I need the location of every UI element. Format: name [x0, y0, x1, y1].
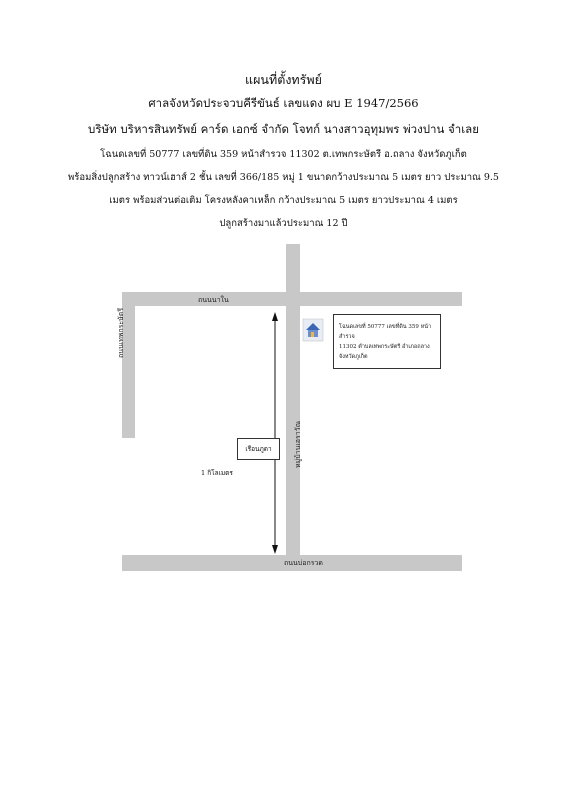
distance-arrow	[272, 312, 278, 554]
distance-label: 1 กิโลเมตร	[201, 469, 233, 477]
property-line-1: โฉนดเลขที่ 50777 เลขที่ดิน 359 หน้าสำรวจ	[339, 324, 432, 340]
road-vertical	[286, 244, 300, 560]
road-top	[122, 292, 462, 306]
deed-line: โฉนดเลขที่ 50777 เลขที่ดิน 359 หน้าสำรวจ 11302 ต.เทพกระษัตรี อ.ถลาง จังหวัดภูเก็ต	[100, 149, 467, 160]
road-top-label: ถนนนาใน	[198, 296, 229, 304]
road-left-label: ถนนเทพกระษัตรี	[117, 307, 125, 358]
age-line: ปลูกสร้างมาแล้วประมาณ 12 ปี	[219, 218, 348, 229]
parties-line: บริษัท บริหารสินทรัพย์ คาร์ด เอกซ์ จำกัด โจทก์ นางสาวอุทุมพร พ่วงปาน จำเลย	[88, 122, 479, 136]
size-line: เมตร พร้อมส่วนต่อเติม โครงหลังคาเหล็ก กว้างประมาณ 5 เมตร ยาวประมาณ 4 เมตร	[109, 195, 458, 206]
property-info-box	[333, 314, 441, 369]
house-icon	[302, 318, 324, 342]
page-title: แผนที่ตั้งทรัพย์	[245, 72, 322, 87]
property-line-2: 11302 ตำบลเทพกระษัตรี อำเภอถลาง	[339, 344, 430, 350]
building-line: พร้อมสิ่งปลูกสร้าง ทาวน์เฮาส์ 2 ชั้น เลขที่ 366/185 หมู่ 1 ขนาดกว้างประมาณ 5 เมตร ยาว ประมาณ 9.5	[68, 172, 499, 183]
road-bottom-label: ถนนบ่อกรวด	[284, 559, 323, 567]
landmark-label: เรือนภูดา	[237, 438, 280, 460]
court-case-line: ศาลจังหวัดประจวบคีรีขันธ์ เลขแดง ผบ E 1947/2566	[148, 96, 419, 110]
property-line-3: จังหวัดภูเก็ต	[339, 354, 368, 360]
road-vertical-label: หมู่บ้านเอราวัณ	[294, 420, 302, 468]
